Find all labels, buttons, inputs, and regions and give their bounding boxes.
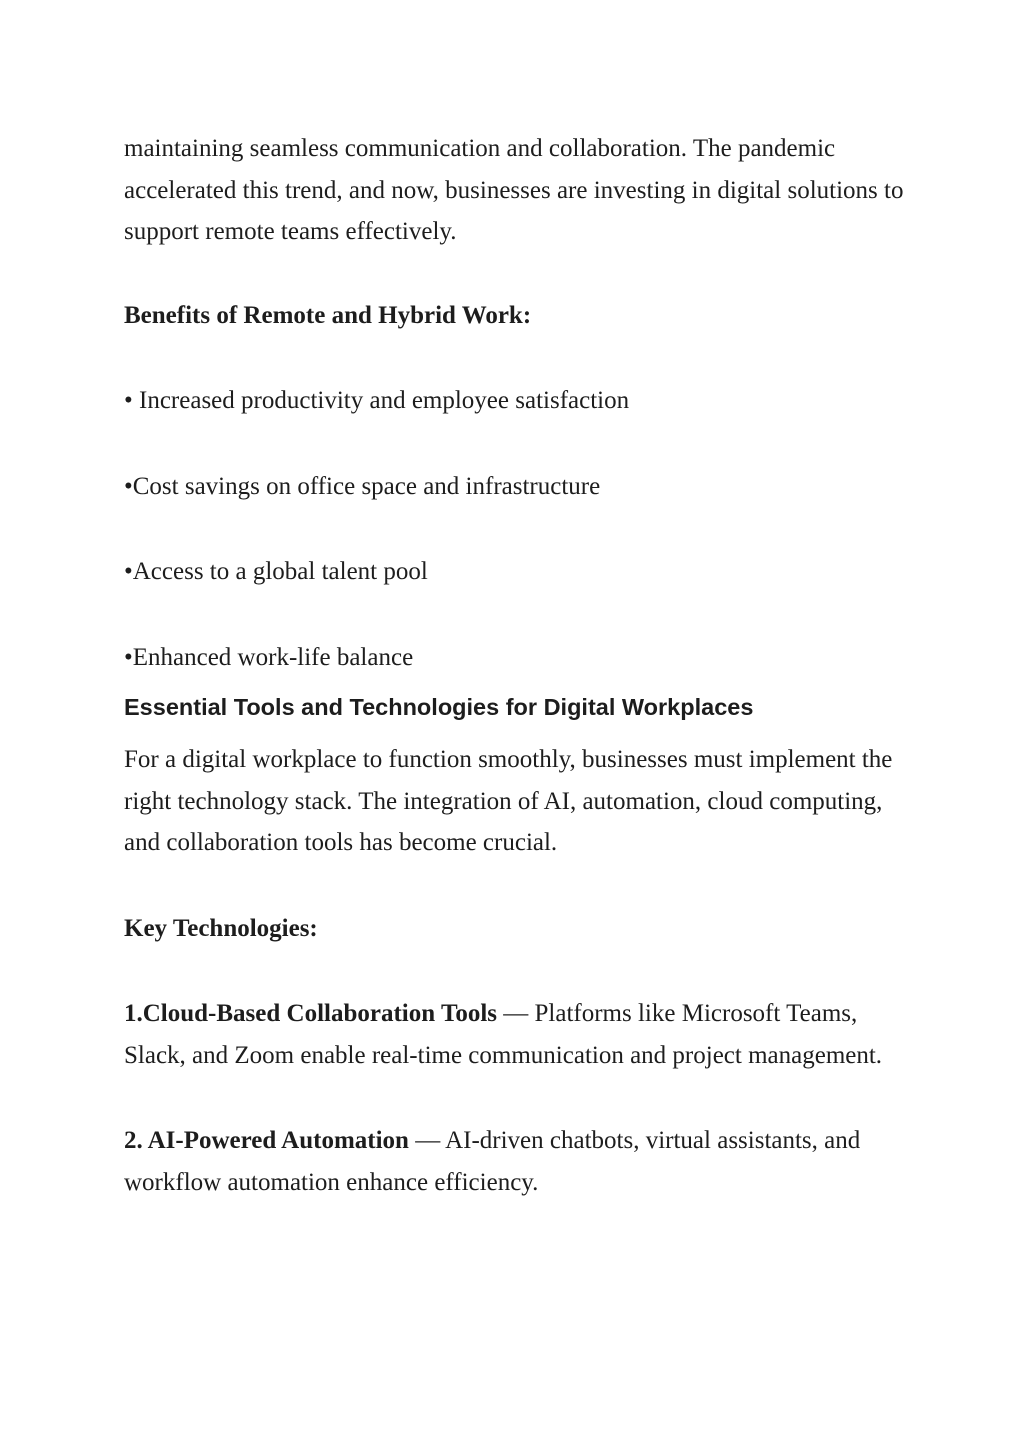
tools-section-paragraph: For a digital workplace to function smoothly, businesses must implement the right technology stack. The integration of AI, automation, cloud computing, and collaboration tools has become crucial.	[124, 746, 893, 856]
key-technology-title: 1.Cloud-Based Collaboration Tools	[124, 1000, 498, 1027]
benefit-item: •Access to a global talent pool	[124, 558, 428, 585]
benefit-item: • Increased productivity and employee satisfaction	[124, 387, 630, 414]
document-page	[124, 128, 904, 1203]
key-technologies-heading: Key Technologies:	[124, 914, 318, 942]
benefit-item: •Cost savings on office space and infrastructure	[124, 472, 601, 500]
key-technology-item	[124, 993, 904, 1076]
key-technology-title: 2. AI-Powered Automation	[124, 1127, 409, 1154]
benefits-heading: Benefits of Remote and Hybrid Work:	[124, 301, 532, 329]
tools-section-heading: Essential Tools and Technologies for Digital Workplaces	[124, 694, 754, 720]
key-technology-description: — AI-driven chatbots, virtual assistants, and workflow automation enhance efficiency.	[124, 1127, 861, 1196]
intro-paragraph: maintaining seamless communication and collaboration. The pandemic accelerated this trend, and now, businesses are investing in digital solutions to support remote teams effectively.	[124, 135, 904, 245]
key-technology-item	[124, 1120, 904, 1203]
benefit-item: •Enhanced work-life balance	[124, 643, 414, 671]
key-technology-description: — Platforms like Microsoft Teams, Slack, and Zoom enable real-time communication and project management.	[124, 1000, 883, 1069]
